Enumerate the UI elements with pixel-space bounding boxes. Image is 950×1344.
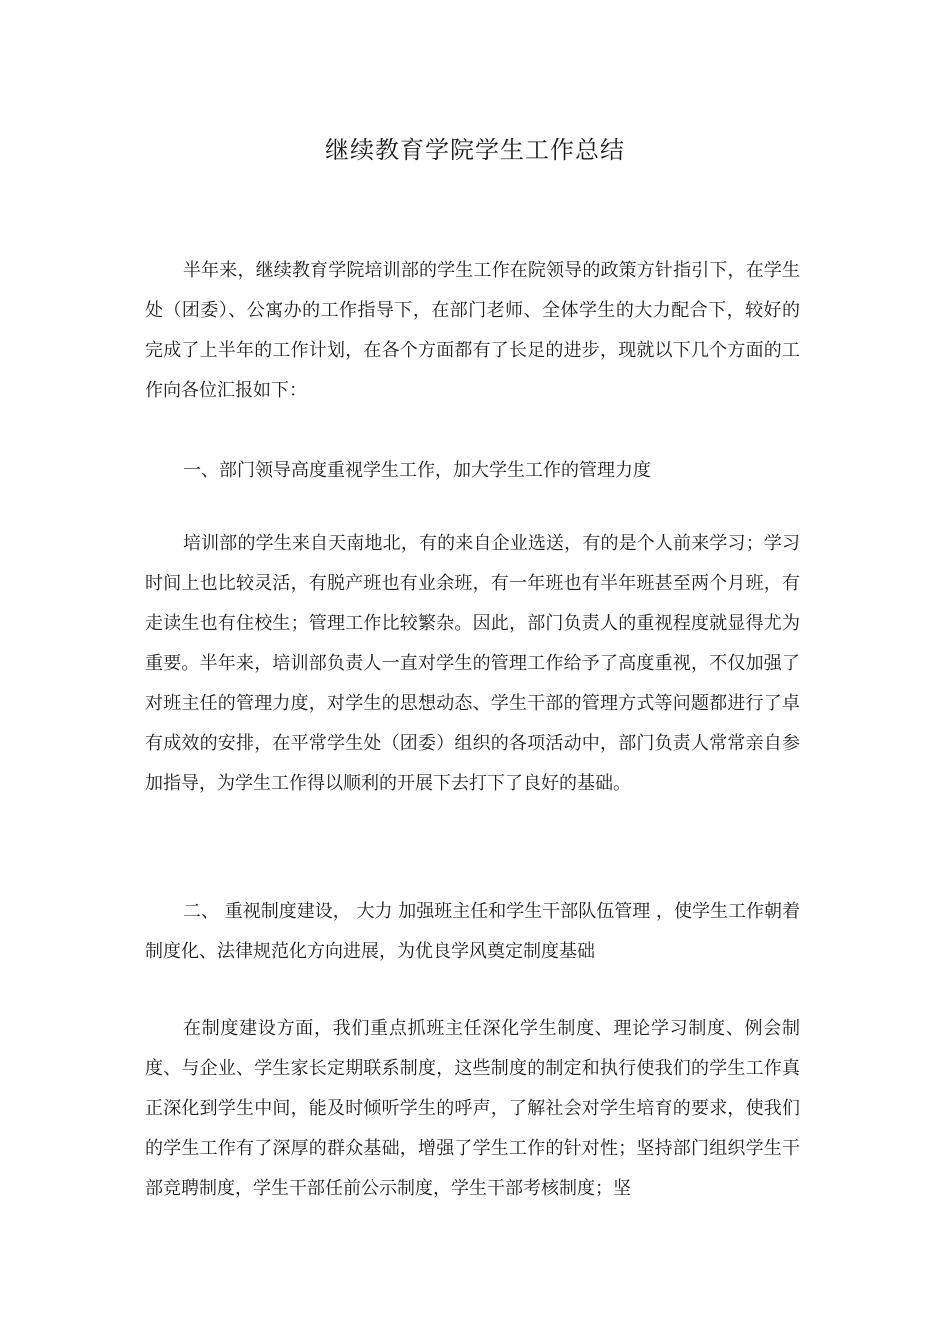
section-2-paragraph: 在制度建设方面，我们重点抓班主任深化学生制度、理论学习制度、例会制度、与企业、学生家长定期联系制度，这些制度的制定和执行使我们的学生工作真正深化到学生中间，能及时倾听学生的呼声，了解社会对学生培育的要求，使我们的学生工作有了深厚的群众基础，增强了学生工作的针对性；坚持部门组织学生干部竞聘制度，学生干部任前公示制度，学生干部考核制度；坚 <box>145 1018 800 1199</box>
section-heading-2: 二、 重视制度建设， 大力 加强班主任和学生干部队伍管理 ，使学生工作朝着制度化、法律规范化方向进展，为优良学风奠定制度基础 <box>145 901 800 962</box>
page-title: 继续教育学院学生工作总结 <box>325 136 625 164</box>
intro-paragraph: 半年来，继续教育学院培训部的学生工作在院领导的政策方针指引下，在学生处（团委）、公寓办的工作指导下，在部门老师、全体学生的大力配合下，较好的完成了上半年的工作计划，在各个方面都有了长足的进步，现就以下几个方面的工作向各位汇报如下： <box>145 260 800 401</box>
section-heading-1: 一、部门领导高度重视学生工作，加大学生工作的管理力度 <box>183 460 651 481</box>
section-1-paragraph: 培训部的学生来自天南地北，有的来自企业选送，有的是个人前来学习；学习时间上也比较灵活，有脱产班也有业余班，有一年班也有半年班甚至两个月班，有走读生也有住校生；管理工作比较繁杂。因此，部门负责人的重视程度就显得尤为重要。半年来，培训部负责人一直对学生的管理工作给予了高度重视，不仅加强了对班主任的管理力度，对学生的思想动态、学生干部的管理方式等问题都进行了卓有成效的安排，在平常学生处（团委）组织的各项活动中，部门负责人常常亲自参加指导，为学生工作得以顺利的开展下去打下了良好的基础。 <box>145 533 800 794</box>
